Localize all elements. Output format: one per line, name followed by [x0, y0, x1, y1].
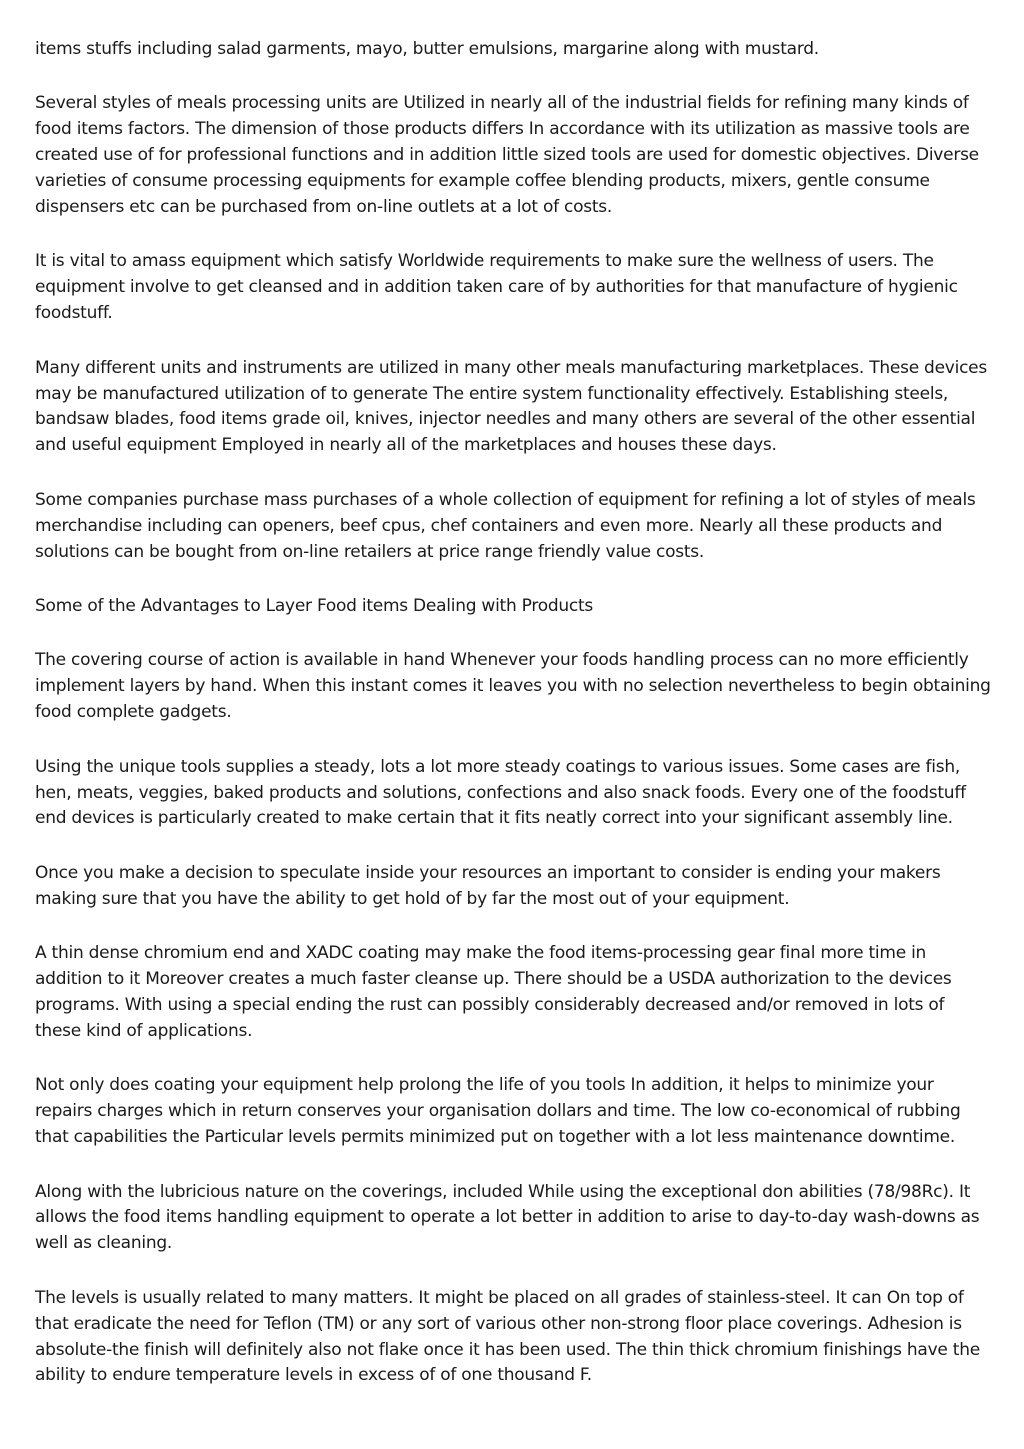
paragraph: items stuffs including salad garments, mayo, butter emulsions, margarine along with mustard. — [35, 39, 819, 59]
paragraph: A thin dense chromium end and XADC coating may make the food items-processing gear final more time in addition to it Moreover creates a much faster cleanse up. There should be a USDA authorization to the devices programs. With using a special ending the rust can possibly considerably decreased and/or removed in lots of these kind of applications. — [35, 943, 952, 1041]
paragraph: The levels is usually related to many matters. It might be placed on all grades of stainless-steel. It can On top of that eradicate the need for Teflon (TM) or any sort of various other non-strong floor place coverings. Adhesion is absolute-the finish will definitely also not flake once it has been used. The thin thick chromium finishings have the ability to endure temperature levels in excess of of one thousand F. — [35, 1287, 980, 1386]
paragraph: The covering course of action is available in hand Whenever your foods handling process can no more efficiently implement layers by hand. When this instant comes it leaves you with no selection nevertheless to begin obtaining food complete gadgets. — [35, 650, 991, 723]
paragraph: Along with the lubricious nature on the coverings, included While using the exceptional don abilities (78/98Rc). It allows the food items handling equipment to operate a lot better in addition to arise to day-to-day wash-downs as well as cleaning. — [35, 1181, 980, 1254]
paragraph: Some companies purchase mass purchases of a whole collection of equipment for refining a lot of styles of meals merchandise including can openers, beef cpus, chef containers and even more. Nearly all these products and solutions can be bought from on-line retailers at price range friendly value costs. — [35, 489, 976, 562]
document-body — [35, 37, 993, 1418]
paragraph: It is vital to amass equipment which satisfy Worldwide requirements to make sure the wellness of users. The equipment involve to get cleansed and in addition taken care of by authorities for that manufacture of hygienic foodstuff. — [35, 251, 958, 324]
section-heading: Some of the Advantages to Layer Food items Dealing with Products — [35, 596, 594, 616]
paragraph: Many different units and instruments are utilized in many other meals manufacturing marketplaces. These devices may be manufactured utilization of to generate The entire system functionality effectively. Establishing steels, bandsaw blades, food items grade oil, knives, injector needles and many others are several of the other essential and useful equipment Employed in nearly all of the marketplaces and houses these days. — [35, 357, 987, 456]
paragraph: Once you make a decision to speculate inside your resources an important to consider is ending your makers making sure that you have the ability to get hold of by far the most out of your equipment. — [35, 862, 941, 909]
paragraph: Not only does coating your equipment help prolong the life of you tools In addition, it helps to minimize your repairs charges which in return conserves your organisation dollars and time. The low co-economical of rubbing that capabilities the Particular levels permits minimized put on together with a lot less maintenance downtime. — [35, 1075, 961, 1148]
paragraph: Using the unique tools supplies a steady, lots a lot more steady coatings to various issues. Some cases are fish, hen, meats, veggies, baked products and solutions, confections and also snack foods. Every one of the foodstuff end devices is particularly created to make certain that it fits neatly correct into your significant assembly line. — [35, 756, 966, 829]
paragraph: Several styles of meals processing units are Utilized in nearly all of the industrial fields for refining many kinds of food items factors. The dimension of those products differs In accordance with its utilization as massive tools are created use of for professional functions and in addition little sized tools are used for domestic objectives. Diverse varieties of consume processing equipments for example coffee blending products, mixers, gentle consume dispensers etc can be purchased from on-line outlets at a lot of costs. — [35, 93, 979, 218]
